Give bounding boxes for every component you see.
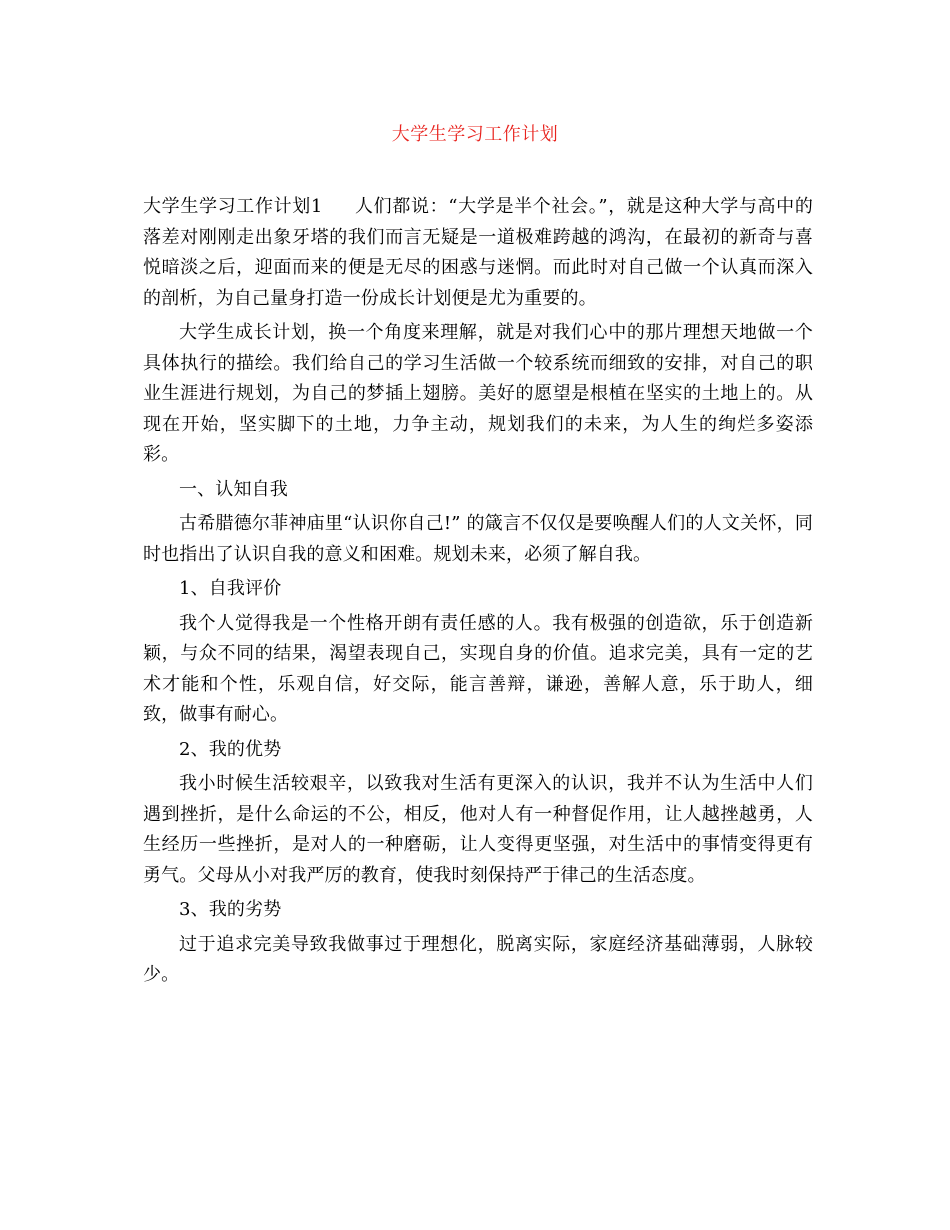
paragraph-text: 人们都说：“大学是半个社会。”，就是这种大学与高中的落差对刚刚走出象牙塔的我们而言无疑是一道极难跨越的鸿沟，在最初的新奇与喜悦暗淡之后，迎面而来的便是无尽的困惑与迷惘。而此时对自己做一个认真而深入的剖析，为自己量身打造一份成长计划便是尤为重要的。 [143,196,813,309]
paragraph: 我个人觉得我是一个性格开朗有责任感的人。我有极强的创造欲，乐于创造新颖，与众不同的结果，渴望表现自己，实现自身的价值。追求完美，具有一定的艺术才能和个性，乐观自信，好交际，能言善辩，谦逊，善解人意，乐于助人，细致，做事有耐心。 [143,612,813,725]
section-heading: 一、认知自我 [179,478,288,500]
document-title: 大学生学习工作计划 [391,124,559,145]
document-body [143,192,813,995]
intro-paragraph [143,192,813,314]
subsection-heading: 3、我的劣势 [179,899,282,920]
subsection-heading: 1、自我评价 [179,578,282,599]
paragraph: 大学生成长计划，换一个角度来理解，就是对我们心中的那片理想天地做一个具体执行的描绘。我们给自己的学习生活做一个较系统而细致的安排，对自己的职业生涯进行规划，为自己的梦插上翅膀。美好的愿望是根植在坚实的土地上的。从现在开始，坚实脚下的土地，力争主动，规划我们的未来，为人生的绚烂多姿添彩。 [143,322,813,465]
subsection-heading: 2、我的优势 [179,738,282,760]
paragraph: 过于追求完美导致我做事过于理想化，脱离实际，家庭经济基础薄弱，人脉较少。 [143,933,813,985]
intro-label: 大学生学习工作计划1 [143,196,323,217]
paragraph: 我小时候生活较艰辛，以致我对生活有更深入的认识，我并不认为生活中人们遇到挫折，是什么命运的不公，相反，他对人有一种督促作用，让人越挫越勇，人生经历一些挫折，是对人的一种磨砺，让人变得更坚强，对生活中的事情变得更有勇气。父母从小对我严厉的教育，使我时刻保持严于律己的生活态度。 [143,773,813,886]
paragraph: 古希腊德尔菲神庙里“认识你自己!” 的箴言不仅仅是要唤醒人们的人文关怀，同时也指出了认识自我的意义和困难。规划未来，必须了解自我。 [143,513,813,565]
